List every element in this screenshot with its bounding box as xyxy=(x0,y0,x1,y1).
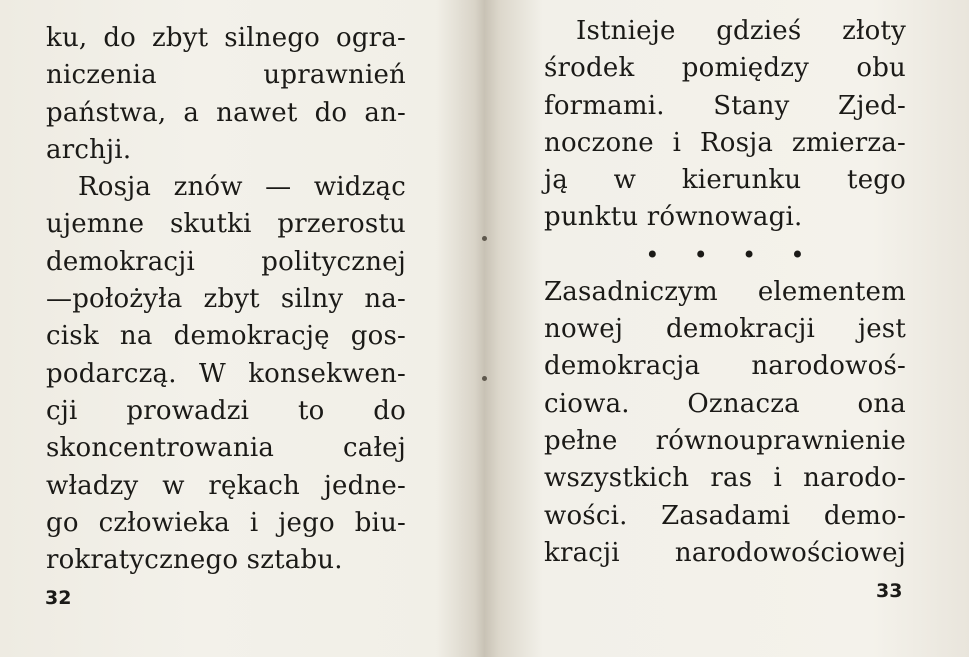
section-ornament xyxy=(544,237,906,274)
text-line: punktu równowagi. xyxy=(544,202,803,233)
page-number-left: 32 xyxy=(45,587,72,609)
text-line: skoncentrowania całej xyxy=(46,433,406,464)
text-line: ujemne skutki przerostu xyxy=(46,209,406,240)
text-line: cisk na demokrację gos- xyxy=(46,321,406,352)
page-number-right: 33 xyxy=(876,580,903,602)
text-line: środek pomiędzy obu xyxy=(544,53,906,84)
text-line: demokracji politycznej xyxy=(46,246,406,277)
text-line: demokracja narodowoś- xyxy=(544,351,906,382)
text-line: kracji narodowościowej xyxy=(544,537,906,568)
text-line: —położyła zbyt silny na- xyxy=(46,284,406,315)
text-line: Istnieje gdzieś złoty xyxy=(576,16,906,46)
ornament-dot: • xyxy=(645,240,660,269)
left-page xyxy=(0,0,484,657)
text-line: rokratycznego sztabu. xyxy=(46,545,343,576)
text-line: wszystkich ras i narodo- xyxy=(544,463,906,494)
right-page xyxy=(486,0,969,657)
ornament-dot: • xyxy=(790,240,805,269)
text-line: go człowieka i jego biu- xyxy=(46,507,406,538)
ornament-dot: • xyxy=(693,240,708,269)
left-page-text xyxy=(46,20,406,579)
text-line: władzy w rękach jedne- xyxy=(46,470,406,501)
text-line: nowej demokracji jest xyxy=(544,314,906,345)
text-line: ku, do zbyt silnego ogra- xyxy=(46,23,406,53)
right-page-text xyxy=(544,13,906,572)
text-line: archji. xyxy=(46,134,132,165)
text-line: ją w kierunku tego xyxy=(544,165,906,196)
text-line: pełne równouprawnienie xyxy=(544,425,906,456)
text-line: formami. Stany Zjed- xyxy=(544,90,906,121)
ornament-dot: • xyxy=(742,240,757,269)
text-line: państwa, a nawet do an- xyxy=(46,97,406,128)
text-line: podarczą. W konsekwen- xyxy=(46,358,406,389)
text-line: ciowa. Oznacza ona xyxy=(544,388,906,419)
text-line: niczenia uprawnień xyxy=(46,60,406,91)
text-line: cji prowadzi to do xyxy=(46,395,406,426)
text-line: noczone i Rosja zmierza- xyxy=(544,127,906,158)
text-line: Rosja znów — widząc xyxy=(78,172,406,203)
text-line: Zasadniczym elementem xyxy=(544,276,906,307)
text-line: wości. Zasadami demo- xyxy=(544,500,906,531)
